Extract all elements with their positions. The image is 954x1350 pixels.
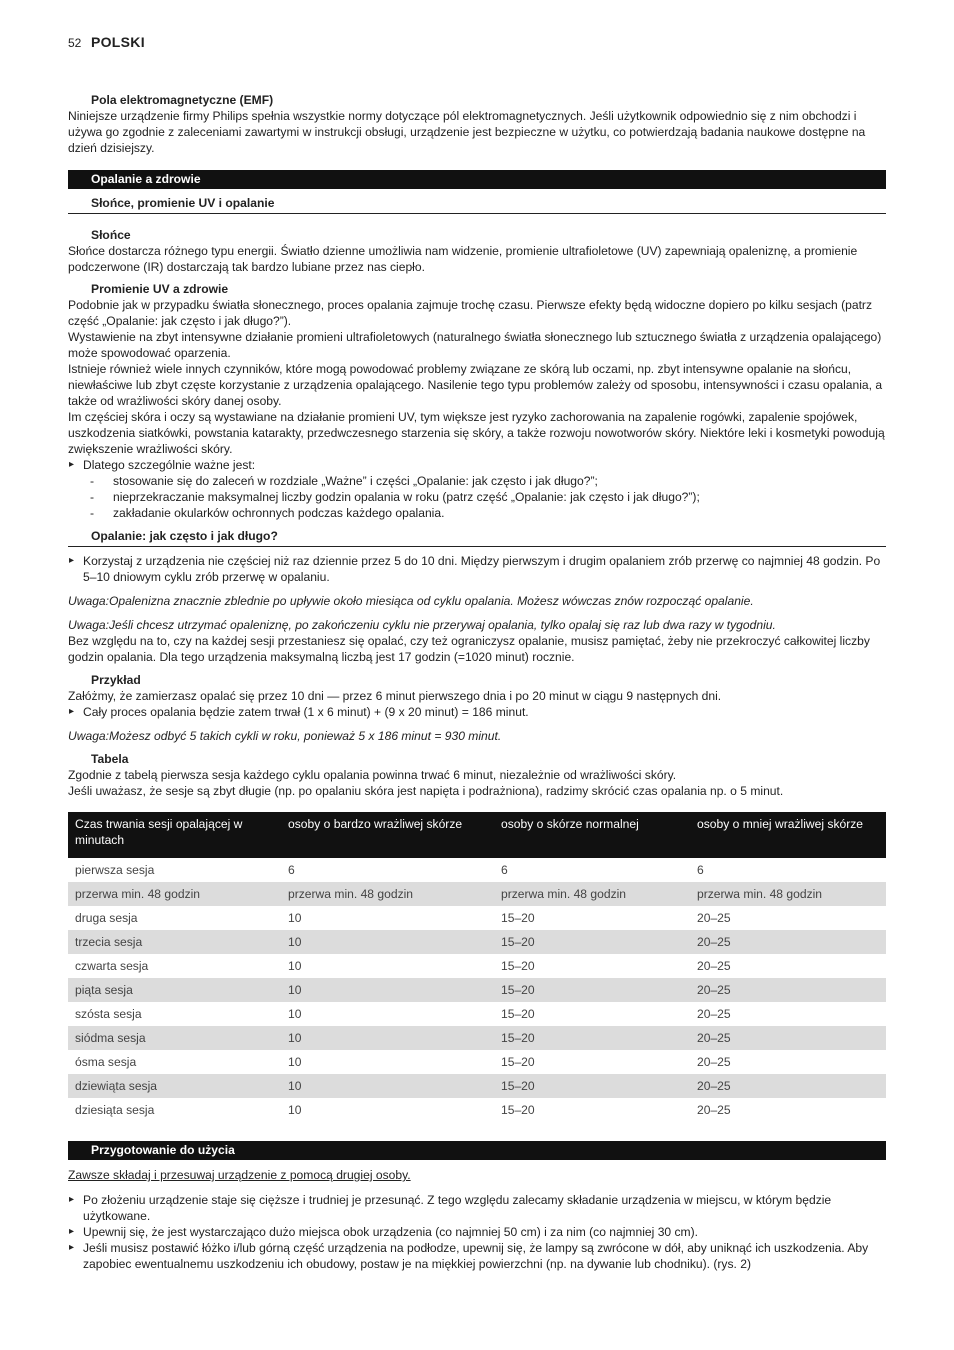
sun-text: Słońce dostarcza różnego typu energii. Światło dzienne umożliwia nam widzenie, promienie ultrafioletowe (UV) zapewniają opaleniznę, a promienie podczerwone (IR) dostarczają tak bardzo lubiane przez nas ciepło. <box>68 244 858 274</box>
example-bullet <box>68 704 886 720</box>
table-cell: 10 <box>281 1074 494 1098</box>
bullet-triangle-icon: ▸ <box>69 555 75 566</box>
bullet-triangle-icon: ▸ <box>69 1226 75 1237</box>
dash-item: - zakładanie okularków ochronnych podczas każdego opalania. <box>90 506 445 520</box>
frequency-bullet-text: Korzystaj z urządzenia nie częściej niż raz dziennie przez 5 do 10 dni. Między pierwszym i drugim opalaniem zrób przerwę co najmniej 48 godzin. Po 5–10 dniowym cyklu zrób przerwę w opalaniu. <box>83 554 881 584</box>
example-title: Przykład <box>91 673 141 687</box>
dash-item: - stosowanie się do zaleceń w rozdziale „Ważne” i części „Opalanie: jak często i jak długo?”; <box>90 474 598 488</box>
preparation-bullet-text: Po złożeniu urządzenie staje się cięższe i trudniej je przesunąć. Z tego względu zalecamy składanie urządzenia w miejscu, w którym będzie użytkowane. <box>83 1193 832 1223</box>
table-cell: przerwa min. 48 godzin <box>68 882 281 906</box>
sun-title: Słońce <box>91 228 131 242</box>
uv-paragraph: Im częściej skóra i oczy są wystawiane na działanie promieni UV, tym większe jest ryzyko zachorowania na zapalenie rogówki, zapalenie spojówek, uszkodzenia siatkówki, powstania katarakty, przedwczesnego starzenia się skóry, a także rozwoju nowotworów skóry. Niektóre leki i kosmetyki powodują zwiększenie wrażliwości skóry. <box>68 410 885 456</box>
note-text: Uwaga:Jeśli chcesz utrzymać opaleniznę, po zakończeniu cyklu nie przerywaj opalania, tylko opalaj się raz lub dwa razy w tygodniu. <box>68 618 776 632</box>
note-text: Uwaga:Opalenizna znacznie zblednie po upływie około miesiąca od cyklu opalania. Możesz wówczas znów rozpocząć opalanie. <box>68 594 754 608</box>
table-cell: szósta sesja <box>75 1007 142 1021</box>
table-cell: 20–25 <box>690 1026 886 1050</box>
table-cell: 15–20 <box>494 978 690 1002</box>
table-cell: 10 <box>281 978 494 1002</box>
dash-item-text: stosowanie się do zaleceń w rozdziale „Ważne” i części „Opalanie: jak często i jak długo?”; <box>113 474 598 488</box>
table-cell: 10 <box>288 959 302 973</box>
table-row <box>68 1002 886 1026</box>
table-cell: trzecia sesja <box>68 930 281 954</box>
session-table <box>68 812 886 1122</box>
table-cell: 20–25 <box>690 978 886 1002</box>
important-text: Dlatego szczególnie ważne jest: <box>83 458 256 472</box>
table-header-cell: osoby o bardzo wrażliwej skórze <box>281 812 494 858</box>
important-bullet <box>68 457 886 473</box>
table-cell: 20–25 <box>697 959 731 973</box>
bullet-triangle-icon: ▸ <box>69 459 75 470</box>
bullet-triangle-icon: ▸ <box>69 706 75 717</box>
table-cell: 6 <box>697 863 704 877</box>
preparation-bullet <box>68 1240 886 1272</box>
table-cell: 15–20 <box>501 911 535 925</box>
dash-item-text: nieprzekraczanie maksymalnej liczby godzin opalania w roku (patrz część „Opalanie: jak często i jak długo?”); <box>113 490 700 504</box>
uv-paragraph: Wystawienie na zbyt intensywne działanie promieni ultrafioletowych (naturalnego światła słonecznego lub sztucznego światła z urządzenia opalającego) może spowodować oparzenia. <box>68 330 882 360</box>
table-cell: 20–25 <box>690 930 886 954</box>
emf-text: Niniejsze urządzenie firmy Philips spełnia wszystkie normy dotyczące pól elektromagnetycznych. Jeśli użytkownik odpowiednio się z nim obchodzi i używa go zgodnie z zaleceniami zawartymi w instrukcji obsługi, urządzenie jest bezpieczne w użytku, co potwierdzają badania naukowe dostępne na dzień dzisiejszy. <box>68 109 866 155</box>
table-header-row <box>68 812 886 858</box>
uv-title: Promienie UV a zdrowie <box>91 282 229 296</box>
table-row <box>68 954 886 978</box>
table-cell: 15–20 <box>501 1007 535 1021</box>
preparation-bullet-text: Jeśli musisz postawić łóżko i/lub górną część urządzenia na podłodze, upewnij się, że lampy są zwrócone w dół, aby uniknąć ich uszkodzenia. Aby zapobiec ewentualnemu uszkodzeniu ich obudowy, postaw je na miękkiej powierzchni (np. na dywanie lub chodniku). (rys. 2) <box>83 1241 869 1271</box>
table-cell: 10 <box>288 1055 302 1069</box>
table-row <box>68 978 886 1002</box>
table-cell: piąta sesja <box>68 978 281 1002</box>
table-cell: 6 <box>501 863 508 877</box>
emf-title: Pola elektromagnetyczne (EMF) <box>91 93 274 107</box>
table-cell: dziewiąta sesja <box>68 1074 281 1098</box>
table-cell: czwarta sesja <box>75 959 149 973</box>
table-cell: 15–20 <box>494 1026 690 1050</box>
table-cell: przerwa min. 48 godzin <box>690 882 886 906</box>
table-header-cell: osoby o mniej wrażliwej skórze <box>690 812 886 858</box>
table-row <box>68 1098 886 1122</box>
limit-text: Bez względu na to, czy na każdej sesji przestaniesz się opalać, czy też ograniczysz opalanie, musisz pamiętać, żeby nie przekroczyć całkowitej liczby godzin opalania. Dla tego urządzenia maksymalną liczbą jest 17 godzin (=1020 minut) rocznie. <box>68 634 870 664</box>
table-row <box>68 882 886 906</box>
table-cell: 10 <box>288 1103 302 1117</box>
page-number: 52 <box>68 36 82 50</box>
table-header-cell: osoby o skórze normalnej <box>494 812 690 858</box>
table-row <box>68 1074 886 1098</box>
table-cell: 10 <box>288 1007 302 1021</box>
table-title: Tabela <box>91 752 129 766</box>
page-header <box>68 34 145 51</box>
table-cell: pierwsza sesja <box>75 863 155 877</box>
subsection-heading-sun-uv: Słońce, promienie UV i opalanie <box>68 195 886 214</box>
table-cell: 15–20 <box>501 1103 535 1117</box>
section-band-preparation: Przygotowanie do użycia <box>68 1141 886 1160</box>
example-bullet-text: Cały proces opalania będzie zatem trwał (1 x 6 minut) + (9 x 20 minut) = 186 minut. <box>83 705 529 719</box>
table-cell: 15–20 <box>494 1074 690 1098</box>
table-row <box>68 906 886 930</box>
table-cell: 15–20 <box>494 930 690 954</box>
table-intro: Zgodnie z tabelą pierwsza sesja każdego cyklu opalania powinna trwać 6 minut, niezależnie od wrażliwości skóry. <box>68 768 677 782</box>
table-row <box>68 930 886 954</box>
table-cell: przerwa min. 48 godzin <box>281 882 494 906</box>
table-cell: ósma sesja <box>75 1055 137 1069</box>
uv-paragraph: Podobnie jak w przypadku światła słonecznego, proces opalania zajmuje trochę czasu. Pierwsze efekty będą widoczne dopiero po kilku sesjach (patrz część „Opalanie: jak często i jak długo?”). <box>68 298 872 328</box>
table-row <box>68 1026 886 1050</box>
preparation-bullet <box>68 1192 886 1224</box>
table-header-cell: Czas trwania sesji opalającej w minutach <box>68 812 281 858</box>
table-cell: 6 <box>288 863 295 877</box>
dash-item: - nieprzekraczanie maksymalnej liczby godzin opalania w roku (patrz część „Opalanie: jak często i jak długo?”); <box>90 490 700 504</box>
note-text: Uwaga:Możesz odbyć 5 takich cykli w roku, ponieważ 5 x 186 minut = 930 minut. <box>68 729 502 743</box>
table-cell: druga sesja <box>75 911 138 925</box>
language-label: POLSKI <box>90 34 145 50</box>
table-intro: Jeśli uważasz, że sesje są zbyt długie (np. po opalaniu skóra jest napięta i podrażniona), radzimy skrócić czas opalania np. o 5 minut. <box>68 784 784 798</box>
table-cell: 20–25 <box>697 1007 731 1021</box>
table-cell: 15–20 <box>501 1055 535 1069</box>
table-row <box>68 1050 886 1074</box>
table-cell: siódma sesja <box>68 1026 281 1050</box>
bullet-triangle-icon: ▸ <box>69 1242 75 1253</box>
main-content <box>68 92 886 1272</box>
table-cell: 20–25 <box>690 1074 886 1098</box>
section-band-tanning: Opalanie a zdrowie <box>68 170 886 189</box>
table-cell: 10 <box>288 911 302 925</box>
table-cell: 10 <box>281 930 494 954</box>
table-row <box>68 858 886 882</box>
table-cell: 15–20 <box>501 959 535 973</box>
table-cell: dziesiąta sesja <box>75 1103 155 1117</box>
table-cell: 10 <box>281 1026 494 1050</box>
example-text: Załóżmy, że zamierzasz opalać się przez 10 dni — przez 6 minut pierwszego dnia i po 20 minut w ciągu 9 następnych dni. <box>68 689 722 703</box>
bullet-triangle-icon: ▸ <box>69 1194 75 1205</box>
table-cell: 20–25 <box>697 1103 731 1117</box>
table-cell: 20–25 <box>697 911 731 925</box>
preparation-bullet-text: Upewnij się, że jest wystarczająco dużo miejsca obok urządzenia (co najmniej 50 cm) i za nim (co najmniej 30 cm). <box>83 1225 699 1239</box>
table-cell: 20–25 <box>697 1055 731 1069</box>
frequency-heading: Opalanie: jak często i jak długo? <box>68 528 886 547</box>
preparation-bullet <box>68 1224 886 1240</box>
frequency-bullet <box>68 553 886 585</box>
dash-item-text: zakładanie okularków ochronnych podczas każdego opalania. <box>113 506 445 520</box>
uv-paragraph: Istnieje również wiele innych czynników, które mogą powodować problemy związane ze skórą lub oczami, np. zbyt intensywne opalanie na słońcu, niewłaściwe lub zbyt częste korzystanie z urządzenia opalającego. Nasilenie tego typu problemów zależy od sposobu, intensywności i czasu opalania, a także od wrażliwości skóry danej osoby. <box>68 362 883 408</box>
table-cell: przerwa min. 48 godzin <box>494 882 690 906</box>
preparation-warning: Zawsze składaj i przesuwaj urządzenie z pomocą drugiej osoby. <box>68 1168 411 1182</box>
